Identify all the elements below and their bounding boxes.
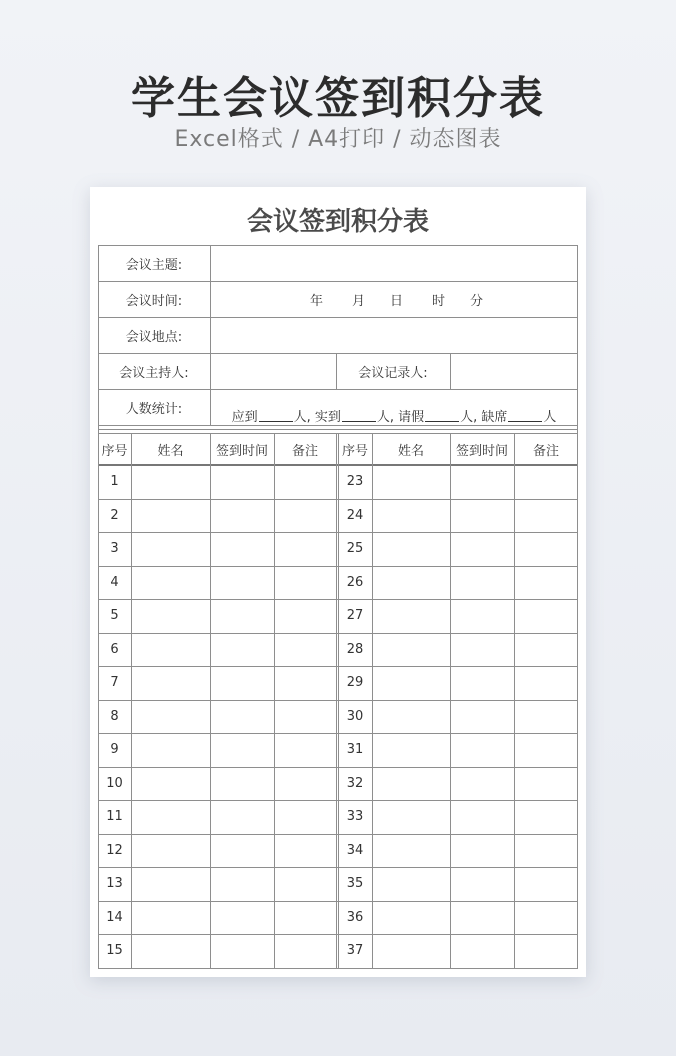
row-number-left: 4 bbox=[110, 574, 119, 590]
time-cell-right[interactable] bbox=[450, 633, 514, 667]
name-cell-right[interactable] bbox=[372, 733, 450, 767]
sign-in-form bbox=[98, 245, 578, 972]
note-cell-right[interactable] bbox=[514, 934, 578, 968]
grid-line bbox=[336, 433, 337, 968]
name-cell-left[interactable] bbox=[131, 867, 210, 901]
row-number-right: 31 bbox=[346, 742, 364, 758]
grid-line bbox=[98, 281, 578, 282]
row-number-right: 24 bbox=[346, 507, 364, 523]
month-unit: 月 bbox=[352, 293, 366, 309]
count-field[interactable] bbox=[210, 397, 578, 433]
time-cell-left[interactable] bbox=[210, 934, 274, 968]
time-cell-left[interactable] bbox=[210, 499, 274, 533]
note-cell-right[interactable] bbox=[514, 532, 578, 566]
name-cell-left[interactable] bbox=[131, 934, 210, 968]
hour-unit: 时 bbox=[432, 293, 446, 309]
time-cell-right[interactable] bbox=[450, 499, 514, 533]
grid-line bbox=[577, 245, 578, 969]
day-unit: 日 bbox=[390, 293, 404, 309]
row-number-left: 2 bbox=[110, 507, 119, 523]
note-cell-right[interactable] bbox=[514, 834, 578, 868]
grid-line bbox=[274, 433, 275, 968]
header-time-right: 签到时间 bbox=[455, 443, 508, 459]
time-cell-left[interactable] bbox=[210, 733, 274, 767]
sheet-title: 会议签到积分表 bbox=[246, 207, 429, 237]
row-number-right: 37 bbox=[346, 943, 364, 959]
time-cell-right[interactable] bbox=[450, 599, 514, 633]
note-cell-left[interactable] bbox=[274, 733, 336, 767]
leave-text: 人, 请假 bbox=[376, 409, 425, 425]
row-number-left: 1 bbox=[110, 474, 119, 490]
header-note-left: 备注 bbox=[291, 443, 318, 459]
grid-line bbox=[98, 245, 578, 246]
note-cell-left[interactable] bbox=[274, 800, 336, 834]
time-label: 会议时间: bbox=[125, 293, 183, 309]
note-cell-left[interactable] bbox=[274, 532, 336, 566]
note-cell-right[interactable] bbox=[514, 733, 578, 767]
note-cell-right[interactable] bbox=[514, 800, 578, 834]
note-cell-left[interactable] bbox=[274, 499, 336, 533]
name-cell-right[interactable] bbox=[372, 499, 450, 533]
sign-in-sheet bbox=[90, 187, 586, 977]
name-cell-right[interactable] bbox=[372, 599, 450, 633]
note-cell-left[interactable] bbox=[274, 566, 336, 600]
note-cell-right[interactable] bbox=[514, 566, 578, 600]
name-cell-left[interactable] bbox=[131, 532, 210, 566]
note-cell-right[interactable] bbox=[514, 499, 578, 533]
time-cell-right[interactable] bbox=[450, 800, 514, 834]
note-cell-left[interactable] bbox=[274, 700, 336, 734]
grid-line bbox=[98, 317, 578, 318]
time-cell-right[interactable] bbox=[450, 834, 514, 868]
grid-line bbox=[98, 389, 578, 390]
time-cell-left[interactable] bbox=[210, 633, 274, 667]
grid-line bbox=[98, 429, 578, 430]
row-number-right: 35 bbox=[346, 876, 364, 892]
expected-blank[interactable] bbox=[259, 409, 293, 422]
header-name-left: 姓名 bbox=[157, 443, 184, 459]
row-number-left: 7 bbox=[110, 675, 119, 691]
time-cell-left[interactable] bbox=[210, 800, 274, 834]
row-number-left: 13 bbox=[106, 876, 123, 892]
row-number-right: 27 bbox=[346, 608, 364, 624]
name-cell-right[interactable] bbox=[372, 867, 450, 901]
time-cell-left[interactable] bbox=[210, 901, 274, 935]
name-cell-left[interactable] bbox=[131, 733, 210, 767]
absent-blank[interactable] bbox=[508, 409, 542, 422]
time-cell-right[interactable] bbox=[450, 700, 514, 734]
time-cell-right[interactable] bbox=[450, 566, 514, 600]
name-cell-right[interactable] bbox=[372, 465, 450, 499]
header-index-left: 序号 bbox=[101, 443, 128, 459]
grid-line bbox=[336, 353, 337, 389]
row-number-left: 15 bbox=[106, 943, 123, 959]
note-cell-left[interactable] bbox=[274, 767, 336, 801]
row-number-right: 29 bbox=[346, 675, 364, 691]
name-cell-right[interactable] bbox=[372, 800, 450, 834]
note-cell-right[interactable] bbox=[514, 666, 578, 700]
header-name-right: 姓名 bbox=[397, 443, 424, 459]
grid-line bbox=[450, 433, 451, 968]
grid-line bbox=[210, 245, 211, 425]
name-cell-left[interactable] bbox=[131, 834, 210, 868]
actual-blank[interactable] bbox=[342, 409, 376, 422]
name-cell-right[interactable] bbox=[372, 934, 450, 968]
row-number-left: 12 bbox=[106, 842, 123, 858]
time-cell-left[interactable] bbox=[210, 666, 274, 700]
grid-line bbox=[514, 433, 515, 968]
header-note-right: 备注 bbox=[532, 443, 559, 459]
note-cell-left[interactable] bbox=[274, 666, 336, 700]
note-cell-right[interactable] bbox=[514, 599, 578, 633]
place-label: 会议地点: bbox=[125, 329, 183, 345]
banner-subtitle: Excel格式 / A4打印 / 动态图表 bbox=[174, 127, 502, 152]
name-cell-right[interactable] bbox=[372, 834, 450, 868]
grid-line bbox=[98, 425, 578, 426]
grid-line bbox=[372, 433, 373, 968]
name-cell-left[interactable] bbox=[131, 901, 210, 935]
recorder-label: 会议记录人: bbox=[358, 365, 428, 381]
name-cell-right[interactable] bbox=[372, 566, 450, 600]
absent-text: 人, 缺席 bbox=[460, 409, 508, 425]
name-cell-right[interactable] bbox=[372, 901, 450, 935]
name-cell-right[interactable] bbox=[372, 633, 450, 667]
name-cell-left[interactable] bbox=[131, 800, 210, 834]
note-cell-left[interactable] bbox=[274, 465, 336, 499]
note-cell-right[interactable] bbox=[514, 700, 578, 734]
row-number-right: 33 bbox=[346, 809, 364, 825]
name-cell-left[interactable] bbox=[131, 633, 210, 667]
grid-line bbox=[98, 968, 578, 969]
time-field[interactable] bbox=[210, 281, 578, 317]
note-cell-right[interactable] bbox=[514, 901, 578, 935]
row-number-left: 14 bbox=[106, 909, 123, 925]
time-cell-left[interactable] bbox=[210, 465, 274, 499]
row-number-right: 28 bbox=[346, 641, 364, 657]
row-number-left: 6 bbox=[110, 641, 119, 657]
row-number-left: 3 bbox=[110, 541, 119, 557]
grid-line bbox=[210, 433, 211, 968]
row-number-right: 32 bbox=[346, 775, 364, 791]
topic-label: 会议主题: bbox=[125, 257, 183, 273]
note-cell-left[interactable] bbox=[274, 633, 336, 667]
recorder-field[interactable] bbox=[450, 353, 578, 389]
note-cell-right[interactable] bbox=[514, 767, 578, 801]
grid-line bbox=[131, 433, 132, 968]
time-cell-left[interactable] bbox=[210, 532, 274, 566]
name-cell-right[interactable] bbox=[372, 767, 450, 801]
grid-line bbox=[98, 245, 99, 969]
row-number-left: 11 bbox=[106, 809, 123, 825]
time-cell-left[interactable] bbox=[210, 700, 274, 734]
grid-line bbox=[450, 353, 451, 389]
name-cell-right[interactable] bbox=[372, 532, 450, 566]
time-cell-left[interactable] bbox=[210, 566, 274, 600]
row-number-right: 34 bbox=[346, 842, 364, 858]
row-number-left: 10 bbox=[106, 775, 123, 791]
note-cell-right[interactable] bbox=[514, 465, 578, 499]
time-cell-right[interactable] bbox=[450, 767, 514, 801]
note-cell-left[interactable] bbox=[274, 934, 336, 968]
place-field[interactable] bbox=[210, 317, 578, 353]
host-label: 会议主持人: bbox=[119, 365, 189, 381]
time-cell-right[interactable] bbox=[450, 901, 514, 935]
name-cell-right[interactable] bbox=[372, 666, 450, 700]
name-cell-left[interactable] bbox=[131, 499, 210, 533]
banner-title: 学生会议签到积分表 bbox=[131, 73, 545, 124]
year-unit: 年 bbox=[310, 293, 324, 309]
host-field[interactable] bbox=[210, 353, 336, 389]
minute-unit: 分 bbox=[470, 293, 484, 309]
row-number-left: 8 bbox=[110, 708, 119, 724]
time-cell-right[interactable] bbox=[450, 666, 514, 700]
time-cell-left[interactable] bbox=[210, 767, 274, 801]
count-label: 人数统计: bbox=[125, 401, 183, 417]
time-cell-right[interactable] bbox=[450, 867, 514, 901]
header-time-left: 签到时间 bbox=[215, 443, 268, 459]
note-cell-left[interactable] bbox=[274, 599, 336, 633]
row-number-right: 26 bbox=[346, 574, 364, 590]
note-cell-right[interactable] bbox=[514, 867, 578, 901]
time-cell-right[interactable] bbox=[450, 934, 514, 968]
expected-text: 应到 bbox=[231, 409, 258, 425]
row-number-left: 5 bbox=[110, 608, 119, 624]
grid-line bbox=[98, 353, 578, 354]
person-text: 人 bbox=[543, 409, 557, 425]
time-cell-right[interactable] bbox=[450, 733, 514, 767]
name-cell-left[interactable] bbox=[131, 767, 210, 801]
actual-text: 人, 实到 bbox=[293, 409, 341, 425]
name-cell-left[interactable] bbox=[131, 599, 210, 633]
time-cell-left[interactable] bbox=[210, 599, 274, 633]
note-cell-left[interactable] bbox=[274, 834, 336, 868]
name-cell-left[interactable] bbox=[131, 566, 210, 600]
name-cell-left[interactable] bbox=[131, 666, 210, 700]
header-index-right: 序号 bbox=[341, 443, 368, 459]
time-cell-right[interactable] bbox=[450, 465, 514, 499]
row-number-right: 36 bbox=[346, 909, 364, 925]
time-cell-right[interactable] bbox=[450, 532, 514, 566]
note-cell-left[interactable] bbox=[274, 867, 336, 901]
leave-blank[interactable] bbox=[425, 409, 459, 422]
grid-line bbox=[338, 433, 339, 968]
row-number-right: 30 bbox=[346, 708, 364, 724]
name-cell-right[interactable] bbox=[372, 700, 450, 734]
name-cell-left[interactable] bbox=[131, 700, 210, 734]
row-number-right: 23 bbox=[346, 474, 364, 490]
topic-field[interactable] bbox=[210, 245, 578, 281]
time-cell-left[interactable] bbox=[210, 834, 274, 868]
time-cell-left[interactable] bbox=[210, 867, 274, 901]
note-cell-left[interactable] bbox=[274, 901, 336, 935]
note-cell-right[interactable] bbox=[514, 633, 578, 667]
name-cell-left[interactable] bbox=[131, 465, 210, 499]
row-number-left: 9 bbox=[110, 742, 119, 758]
row-number-right: 25 bbox=[346, 541, 364, 557]
